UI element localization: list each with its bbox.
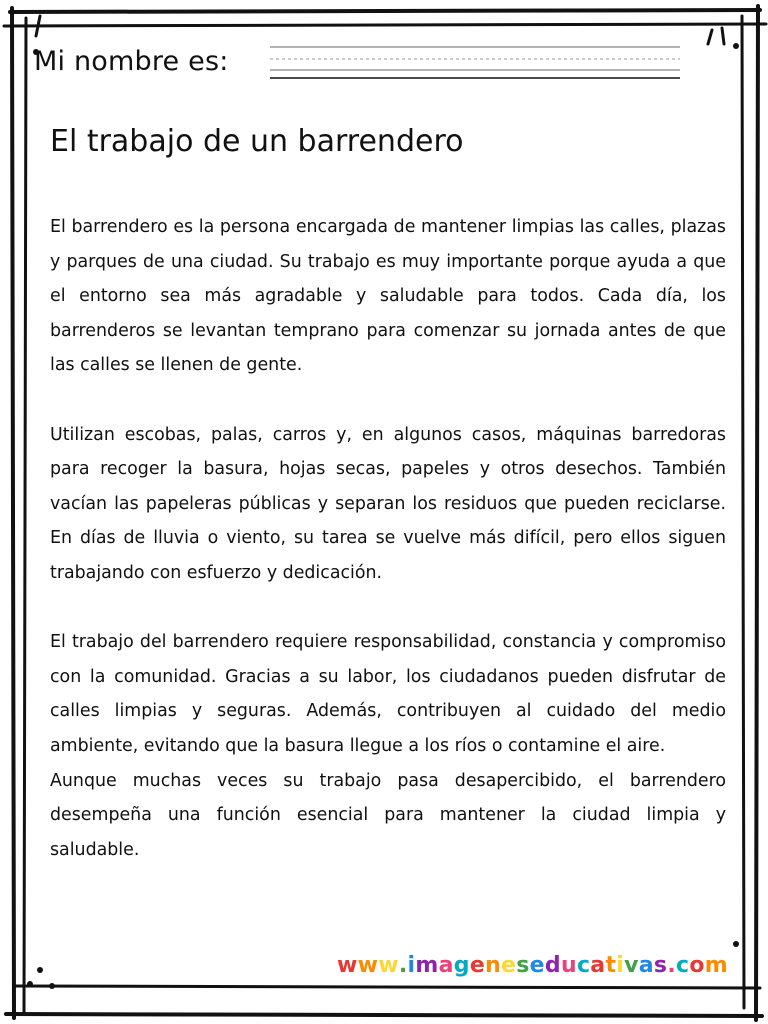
watermark-letter: n — [485, 953, 502, 978]
watermark-letter: g — [453, 953, 470, 978]
watermark-letter: c — [676, 953, 690, 978]
watermark-letter: s — [653, 953, 668, 978]
watermark-letter: u — [560, 953, 577, 978]
name-label: Mi nombre es: — [34, 46, 229, 77]
site-watermark — [337, 953, 728, 978]
watermark-letter: o — [689, 953, 705, 978]
watermark-letter: a — [438, 953, 454, 978]
watermark-letter: i — [616, 953, 625, 978]
watermark-letter: s — [516, 953, 530, 978]
watermark-letter: d — [544, 953, 561, 978]
name-row — [34, 44, 694, 84]
watermark-letter: e — [501, 953, 517, 978]
watermark-letter: . — [398, 953, 408, 978]
watermark-letter: e — [529, 953, 545, 978]
watermark-letter: c — [576, 953, 591, 978]
watermark-letter: m — [415, 953, 439, 978]
name-writing-field[interactable] — [270, 44, 682, 80]
watermark-letter: t — [605, 953, 617, 978]
watermark-letter: w — [336, 953, 358, 978]
watermark-letter: a — [590, 953, 606, 978]
page-title: El trabajo de un barrendero — [50, 124, 464, 159]
paragraph: Aunque muchas veces su trabajo pasa desapercibido, el barrendero desempeña una función esencial para mantener la ciudad limpia y saludable. — [50, 770, 726, 860]
watermark-letter: m — [704, 953, 728, 978]
watermark-letter: i — [407, 953, 416, 978]
paragraph: El barrendero es la persona encargada de mantener limpias las calles, plazas y parques de una ciudad. Su trabajo es muy importante porque ayuda a que el entorno sea más agradable y saludable para todos. Cada día, los barrenderos se levantan temprano para comenzar su jornada antes de que las calles se llenen de gente. — [50, 217, 726, 376]
watermark-letter: e — [469, 953, 486, 978]
watermark-letter: . — [667, 953, 676, 978]
paragraph: El trabajo del barrendero requiere responsabilidad, constancia y compromiso con la comunidad. Gracias a su labor, los ciudadanos pueden disfrutar de calles limpias y seguras. Además, contribuyen al cuidado del medio ambiente, evitando que la basura llegue a los ríos o contamine el aire. — [50, 632, 726, 756]
watermark-letter: w — [357, 953, 379, 978]
reading-text — [50, 210, 726, 867]
watermark-letter: a — [638, 953, 654, 978]
watermark-letter: v — [624, 953, 639, 978]
paragraph: Utilizan escobas, palas, carros y, en algunos casos, máquinas barredoras para recoger la basura, hojas secas, papeles y otros desechos. También vacían las papeleras públicas y separan los residuos que pueden reciclarse. En días de lluvia o viento, su tarea se vuelve más difícil, pero ellos siguen trabajando con esfuerzo y dedicación. — [50, 424, 726, 583]
watermark-letter: w — [378, 953, 399, 978]
